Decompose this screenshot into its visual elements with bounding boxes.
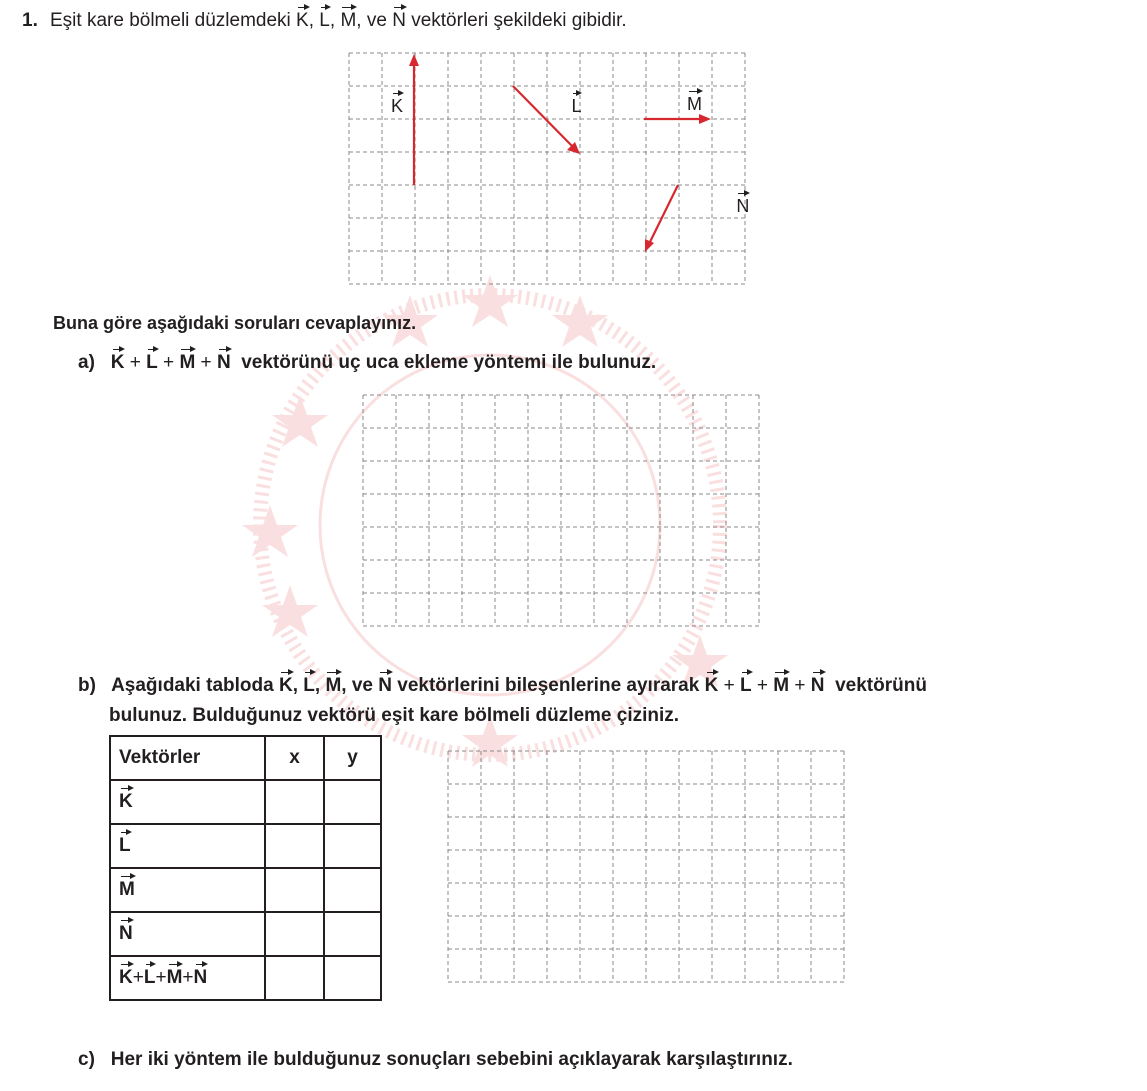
expr-b-n: N (810, 675, 825, 696)
part-a-letter: a) (78, 352, 95, 373)
row-label-l: L (119, 835, 131, 856)
header-x: x (265, 736, 324, 780)
figure-label-m: M (686, 94, 702, 114)
figure-label-k: K (391, 96, 404, 116)
plus-sign: + (723, 675, 735, 696)
figure-label-n: N (736, 196, 750, 216)
part-c-letter: c) (78, 1049, 95, 1070)
vector-l-label: L (319, 10, 330, 31)
plus-sign: + (200, 352, 212, 373)
vector-m-label: M (340, 10, 357, 31)
table-row-sum (110, 956, 381, 1000)
plus-sign: + (129, 352, 141, 373)
vector-components-table (109, 735, 382, 1001)
figure-label-l: L (571, 96, 582, 116)
sum-l: L (143, 967, 156, 988)
table-header-row (110, 736, 381, 780)
cell-l-y[interactable] (324, 824, 381, 868)
cell-sum-y[interactable] (324, 956, 381, 1000)
part-b-line2: bulunuz. Bulduğunuz vektörü eşit kare bölmeli düzleme çiziniz. (109, 705, 680, 726)
expr-b-l: L (740, 675, 752, 696)
cell-l-x[interactable] (265, 824, 324, 868)
question-number: 1. (22, 10, 38, 31)
vector-m-arrowhead (699, 114, 711, 124)
table-row (110, 780, 381, 824)
row-label-m: M (119, 879, 135, 900)
cell-k-y[interactable] (324, 780, 381, 824)
cell-m-x[interactable] (265, 868, 324, 912)
answer-grid-b (447, 750, 845, 984)
expr-b-m: M (773, 675, 790, 696)
part-b-vec-m: M (325, 675, 342, 696)
part-b-text-start: Aşağıdaki tabloda (111, 675, 274, 696)
part-b-letter: b) (78, 675, 96, 696)
question-intro: Eşit kare bölmeli düzlemdeki K, L, M, ve N vektörleri şekildeki gibidir. (50, 10, 627, 31)
part-b: b) Aşağıdaki tabloda K, L, M, ve N vektörlerini bileşenlerine ayırarak K + L + M + N vektörünü (78, 675, 927, 696)
cell-n-x[interactable] (265, 912, 324, 956)
part-c-text: Her iki yöntem ile bulduğunuz sonuçları sebebini açıklayarak karşılaştırınız. (110, 1049, 793, 1070)
part-c (78, 1049, 793, 1071)
part-b-vec-n: N (378, 675, 392, 696)
part-b-and: ve (351, 675, 373, 696)
expr-a-l: L (146, 352, 158, 373)
vector-n-label: N (392, 10, 406, 31)
table-row (110, 824, 381, 868)
plus-sign: + (132, 967, 144, 988)
row-label-k: K (119, 791, 133, 812)
answer-grid-a (362, 394, 760, 628)
instruction-text: Buna göre aşağıdaki soruları cevaplayınız. (53, 313, 417, 333)
vector-k-arrowhead (409, 54, 419, 66)
header-y: y (324, 736, 381, 780)
cell-k-x[interactable] (265, 780, 324, 824)
plus-sign: + (163, 352, 175, 373)
part-b-text-mid: vektörlerini bileşenlerine ayırarak (397, 675, 700, 696)
cell-m-y[interactable] (324, 868, 381, 912)
expr-b-k: K (704, 675, 719, 696)
intro-suffix: vektörleri şekildeki gibidir. (411, 10, 627, 31)
intro-and: ve (366, 10, 387, 31)
sum-k: K (119, 967, 133, 988)
table-row (110, 912, 381, 956)
sum-m: M (166, 967, 183, 988)
part-a-text: vektörünü uç uca ekleme yöntemi ile bulunuz. (241, 352, 657, 373)
part-b-vec-k: K (278, 675, 293, 696)
table-row (110, 868, 381, 912)
expr-a-m: M (179, 352, 196, 373)
expr-a-n: N (216, 352, 231, 373)
part-a (78, 352, 656, 374)
vector-n-arrow (649, 185, 678, 244)
plus-sign: + (756, 675, 769, 696)
plus-sign: + (155, 967, 167, 988)
cell-n-y[interactable] (324, 912, 381, 956)
intro-prefix: Eşit kare bölmeli düzlemdeki (50, 10, 291, 31)
vector-figure (348, 52, 746, 286)
vector-k-label: K (296, 10, 309, 31)
plus-sign: + (794, 675, 806, 696)
vector-l-arrow (513, 86, 574, 148)
row-label-n: N (119, 923, 133, 944)
sum-n: N (193, 967, 208, 988)
header-vectors: Vektörler (110, 736, 265, 780)
cell-sum-x[interactable] (265, 956, 324, 1000)
plus-sign: + (182, 967, 194, 988)
part-b-text-end: vektörünü (835, 675, 927, 696)
part-b-vec-l: L (303, 675, 315, 696)
expr-a-k: K (110, 352, 125, 373)
